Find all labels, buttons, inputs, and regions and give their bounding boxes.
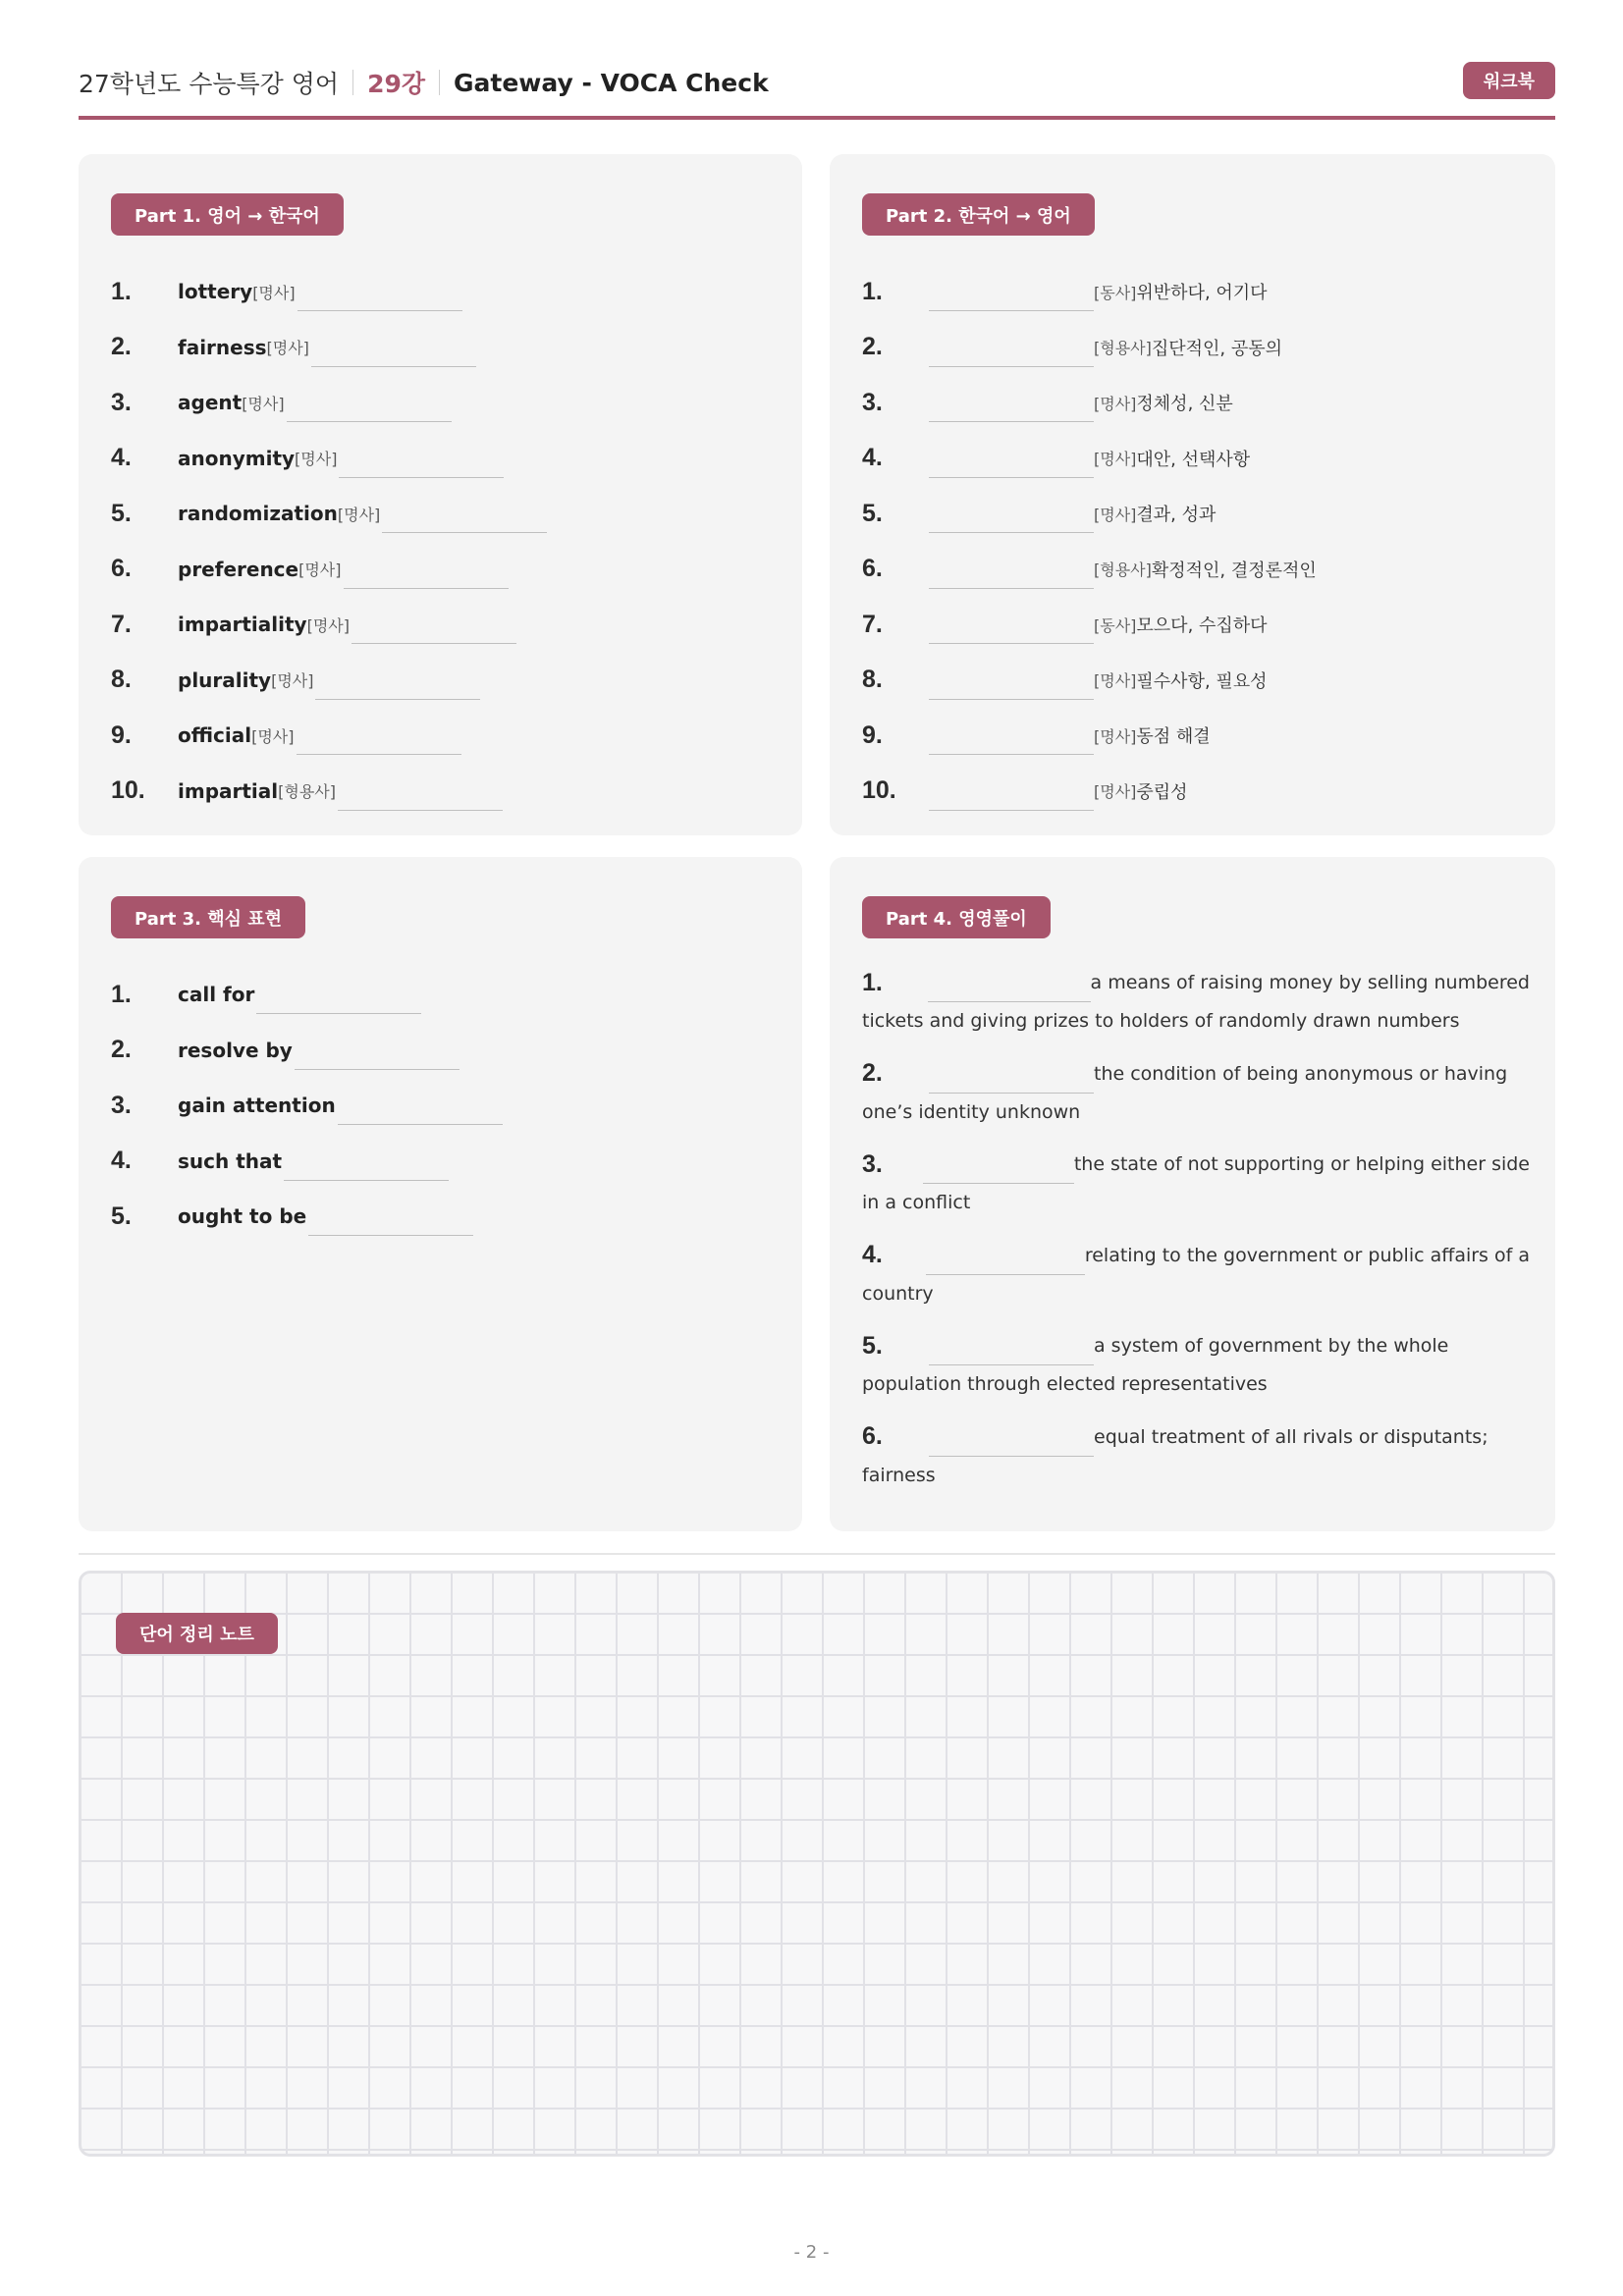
answer-blank[interactable] — [338, 783, 503, 811]
answer-blank[interactable] — [339, 451, 504, 478]
korean-meaning: 정체성, 신분 — [1136, 394, 1233, 415]
part1-list — [111, 264, 779, 819]
answer-blank[interactable] — [928, 975, 1091, 1002]
key-expression: resolve by — [178, 1038, 293, 1062]
answer-blank[interactable] — [352, 616, 516, 644]
item-number: 10. — [111, 776, 145, 805]
part-of-speech: [형용사] — [278, 782, 336, 802]
korean-meaning: 중립성 — [1136, 781, 1188, 803]
list-item — [862, 1054, 1530, 1146]
header-divider — [439, 70, 440, 95]
header-divider — [352, 70, 353, 95]
item-number: 2. — [862, 1059, 883, 1087]
list-item — [111, 486, 779, 542]
part-of-speech: [명사] — [1094, 505, 1137, 524]
answer-blank[interactable] — [929, 1066, 1094, 1094]
part-of-speech: [명사] — [1094, 726, 1137, 746]
list-item — [862, 963, 1530, 1054]
list-item — [111, 1134, 779, 1190]
list-item — [862, 542, 1530, 598]
answer-blank[interactable] — [929, 506, 1094, 533]
item-number: 7. — [111, 610, 132, 638]
vocab-term: impartial — [178, 778, 279, 803]
list-item — [111, 1189, 779, 1245]
part-of-speech: [명사] — [1094, 394, 1137, 413]
part-of-speech: [명사] — [1094, 450, 1137, 469]
key-expression: call for — [178, 983, 255, 1007]
item-number: 1. — [111, 980, 132, 1008]
definition-text: a system of government by the whole — [1094, 1335, 1449, 1357]
korean-meaning: 대안, 선택사항 — [1136, 449, 1251, 470]
answer-blank[interactable] — [929, 395, 1094, 422]
definition-continuation: tickets and giving prizes to holders of randomly drawn numbers — [862, 1010, 1460, 1032]
answer-blank[interactable] — [929, 616, 1094, 644]
part-of-speech: [동사] — [1094, 283, 1137, 302]
item-number: 5. — [111, 1201, 132, 1230]
part4-title: Part 4. 영영풀이 — [862, 896, 1051, 938]
list-item — [111, 431, 779, 487]
answer-blank[interactable] — [929, 727, 1094, 755]
part-of-speech: [명사] — [295, 450, 338, 469]
part-of-speech: [형용사] — [1094, 339, 1152, 358]
list-item — [862, 431, 1530, 487]
definition-continuation: one’s identity unknown — [862, 1100, 1081, 1123]
part3-panel — [79, 857, 802, 1531]
item-number: 6. — [862, 1422, 883, 1450]
answer-blank[interactable] — [315, 672, 480, 700]
item-number: 6. — [111, 555, 132, 583]
definition-text: the state of not supporting or helping either side — [1073, 1153, 1530, 1175]
korean-meaning: 위반하다, 어기다 — [1136, 283, 1268, 304]
section-divider — [79, 1553, 1555, 1555]
definition-continuation: country — [862, 1282, 934, 1305]
item-number: 4. — [111, 444, 132, 472]
list-item — [111, 320, 779, 376]
definition-continuation: population through elected representatives — [862, 1373, 1268, 1395]
item-number: 5. — [111, 499, 132, 527]
part4-panel — [830, 857, 1555, 1531]
item-number: 8. — [111, 666, 132, 694]
answer-blank[interactable] — [298, 284, 462, 311]
korean-meaning: 결과, 성과 — [1136, 505, 1217, 526]
item-number: 9. — [111, 721, 132, 749]
definition-first-line — [862, 1145, 1530, 1184]
part-of-speech: [명사] — [266, 339, 309, 358]
answer-blank[interactable] — [256, 987, 421, 1014]
answer-blank[interactable] — [929, 783, 1094, 811]
answer-blank[interactable] — [929, 561, 1094, 589]
answer-blank[interactable] — [297, 727, 461, 755]
item-number: 1. — [862, 968, 883, 996]
item-number: 4. — [862, 444, 883, 472]
vocab-term: impartiality — [178, 613, 307, 637]
item-number: 1. — [111, 277, 132, 305]
lesson-number: 29강 — [367, 70, 426, 98]
notes-title: 단어 정리 노트 — [116, 1613, 278, 1654]
part-of-speech: [명사] — [271, 671, 314, 691]
item-number: 2. — [111, 333, 132, 361]
list-item — [111, 764, 779, 820]
list-item — [862, 597, 1530, 653]
key-expression: such that — [178, 1148, 283, 1173]
definition-first-line — [862, 963, 1530, 1002]
vocab-notes-grid[interactable] — [79, 1571, 1555, 2157]
item-number: 9. — [862, 721, 883, 749]
answer-blank[interactable] — [929, 672, 1094, 700]
list-item — [862, 708, 1530, 764]
part-of-speech: [명사] — [242, 394, 285, 413]
item-number: 3. — [111, 1091, 132, 1119]
item-number: 1. — [862, 277, 883, 305]
part4-list — [862, 963, 1530, 1508]
answer-blank[interactable] — [311, 340, 476, 367]
answer-blank[interactable] — [284, 1153, 449, 1181]
item-number: 6. — [862, 555, 883, 583]
workbook-badge: 워크북 — [1463, 62, 1555, 99]
answer-blank[interactable] — [344, 561, 509, 589]
answer-blank[interactable] — [929, 451, 1094, 478]
definition-first-line — [862, 1417, 1530, 1457]
list-item — [111, 264, 779, 320]
definition-first-line — [862, 1054, 1530, 1094]
answer-blank[interactable] — [295, 1042, 460, 1070]
korean-meaning: 집단적인, 공동의 — [1151, 338, 1283, 359]
part1-panel — [79, 154, 802, 835]
list-item — [862, 264, 1530, 320]
answer-blank[interactable] — [308, 1208, 473, 1236]
answer-blank[interactable] — [926, 1248, 1084, 1275]
vocab-term: lottery — [178, 280, 253, 304]
key-expression: ought to be — [178, 1204, 307, 1229]
answer-blank[interactable] — [929, 1429, 1094, 1457]
part3-title: Part 3. 핵심 표현 — [111, 896, 305, 938]
list-item — [862, 653, 1530, 709]
definition-first-line — [862, 1326, 1530, 1365]
vocab-term: fairness — [178, 335, 267, 359]
list-item — [111, 1078, 779, 1134]
vocab-term: anonymity — [178, 446, 296, 470]
part-of-speech: [동사] — [1094, 615, 1137, 635]
item-number: 4. — [862, 1241, 883, 1268]
list-item — [862, 1145, 1530, 1236]
answer-blank[interactable] — [287, 395, 452, 422]
list-item — [862, 1236, 1530, 1327]
part-of-speech: [명사] — [337, 505, 381, 524]
part3-list — [111, 967, 779, 1245]
item-number: 7. — [862, 610, 883, 638]
definition-first-line — [862, 1236, 1530, 1275]
list-item — [111, 542, 779, 598]
part2-title: Part 2. 한국어 → 영어 — [862, 193, 1095, 236]
page-number: - 2 - — [793, 2242, 830, 2263]
definition-text: the condition of being anonymous or having — [1094, 1062, 1508, 1085]
definition-text: equal treatment of all rivals or disputants; — [1094, 1425, 1488, 1448]
list-item — [862, 320, 1530, 376]
list-item — [111, 708, 779, 764]
list-item — [862, 764, 1530, 820]
item-number: 3. — [111, 388, 132, 416]
definition-text: a means of raising money by selling numbered — [1090, 972, 1530, 993]
vocab-term: official — [178, 723, 252, 748]
part-of-speech: [명사] — [298, 561, 342, 580]
answer-blank[interactable] — [923, 1156, 1074, 1184]
page-header — [79, 59, 1555, 120]
vocab-term: randomization — [178, 502, 338, 526]
list-item — [111, 597, 779, 653]
vocab-term: plurality — [178, 667, 272, 692]
item-number: 10. — [862, 776, 896, 805]
definition-continuation: in a conflict — [862, 1192, 971, 1213]
part-of-speech: [명사] — [1094, 782, 1137, 802]
definition-continuation: fairness — [862, 1464, 936, 1486]
item-number: 8. — [862, 666, 883, 694]
korean-meaning: 동점 해결 — [1136, 726, 1211, 748]
item-number: 3. — [862, 1149, 883, 1178]
part-of-speech: [명사] — [252, 283, 296, 302]
item-number: 5. — [862, 1331, 883, 1360]
list-item — [111, 653, 779, 709]
answer-blank[interactable] — [338, 1097, 503, 1125]
page-title: Gateway - VOCA Check — [454, 68, 769, 97]
list-item — [111, 375, 779, 431]
korean-meaning: 필수사항, 필요성 — [1136, 670, 1268, 692]
item-number: 5. — [862, 499, 883, 527]
answer-blank[interactable] — [929, 1338, 1094, 1365]
part1-title: Part 1. 영어 → 한국어 — [111, 193, 344, 236]
list-item — [862, 375, 1530, 431]
answer-blank[interactable] — [929, 340, 1094, 367]
list-item — [862, 486, 1530, 542]
item-number: 2. — [111, 1036, 132, 1064]
part2-list — [862, 264, 1530, 819]
part-of-speech: [명사] — [306, 615, 350, 635]
korean-meaning: 확정적인, 결정론적인 — [1151, 560, 1317, 581]
answer-blank[interactable] — [929, 284, 1094, 311]
header-breadcrumb — [79, 65, 769, 100]
key-expression: gain attention — [178, 1094, 336, 1118]
vocab-term: agent — [178, 391, 243, 415]
list-item — [111, 1023, 779, 1079]
korean-meaning: 모으다, 수집하다 — [1136, 615, 1268, 637]
part-of-speech: [명사] — [1094, 671, 1137, 691]
item-number: 2. — [862, 333, 883, 361]
list-item — [111, 967, 779, 1023]
part2-panel — [830, 154, 1555, 835]
item-number: 4. — [111, 1147, 132, 1175]
part-of-speech: [형용사] — [1094, 561, 1152, 580]
part-of-speech: [명사] — [251, 726, 295, 746]
item-number: 3. — [862, 388, 883, 416]
definition-text: relating to the government or public affairs of a — [1084, 1244, 1530, 1266]
vocab-term: preference — [178, 557, 299, 581]
list-item — [862, 1417, 1530, 1509]
answer-blank[interactable] — [382, 506, 547, 533]
list-item — [862, 1326, 1530, 1417]
course-name: 27학년도 수능특강 영어 — [79, 70, 340, 98]
